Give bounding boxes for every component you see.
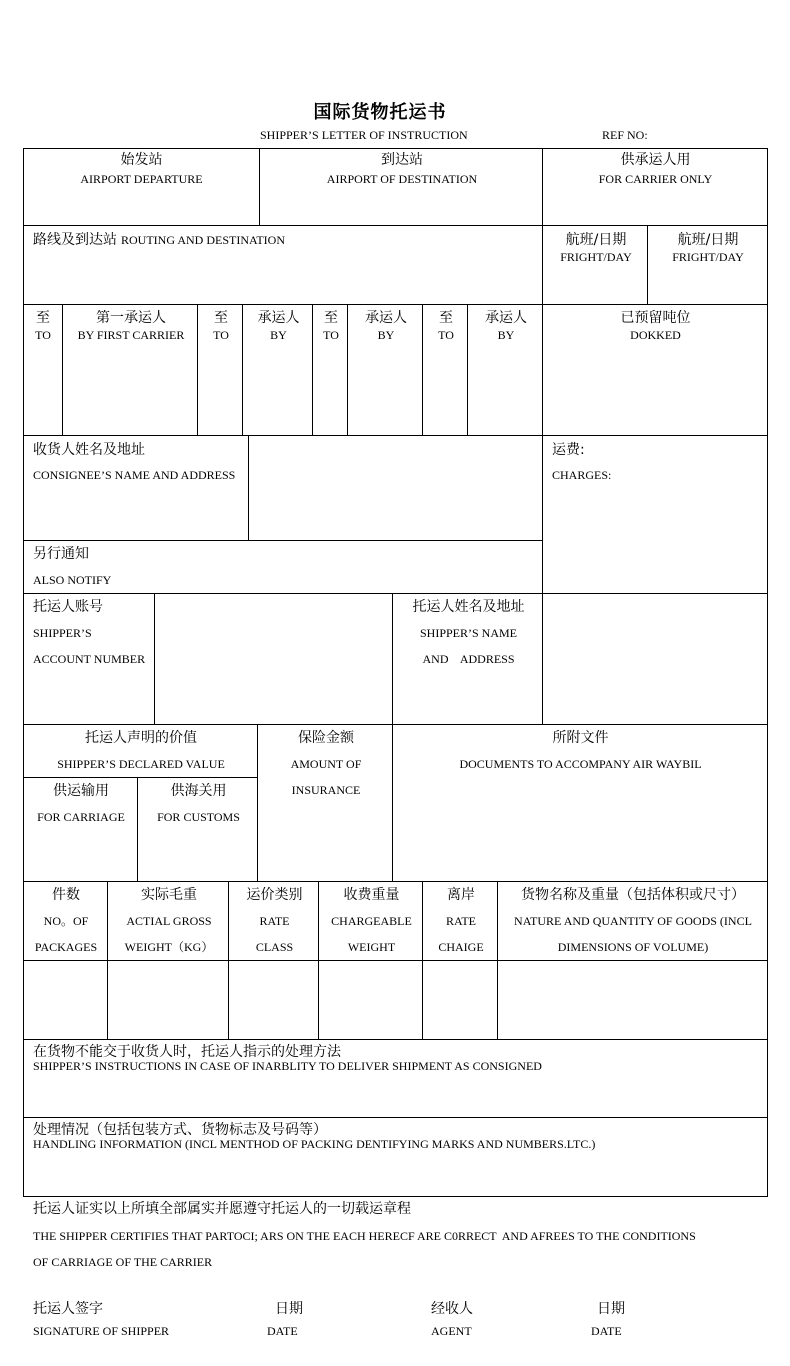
also-notify-zh: 另行通知 [33,546,89,562]
consignee-input[interactable] [248,435,543,541]
carrier-only-cell [542,149,767,226]
carrier-cell-3[interactable] [347,304,423,435]
consignee-zh: 收货人姓名及地址 [33,442,145,458]
gross-weight-zh: 实际毛重 [141,887,197,903]
booked-zh: 已预留吨位 [620,310,691,326]
rate-charge-en-2: CHAIGE [438,940,484,954]
rate-charge-header [422,881,498,961]
instructions-en: SHIPPER’S INSTRUCTIONS IN CASE OF INARBLITY TO DELIVER SHIPMENT AS CONSIGNED [33,1059,542,1073]
gross-weight-header [107,881,229,961]
handling-en: HANDLING INFORMATION (INCL MENTHOD OF PACKING DENTIFYING MARKS AND NUMBERS.LTC.) [33,1137,596,1151]
booked-en: DOKKED [630,328,681,342]
destination-label-en: AIRPORT OF DESTINATION [326,172,478,186]
gross-weight-input[interactable] [107,960,229,1039]
declared-en: SHIPPER’S DECLARED VALUE [57,757,225,771]
date-1-en: DATE [267,1324,298,1338]
shipper-name-en-2: AND ADDRESS [422,652,515,666]
consignee-en: CONSIGNEE’S NAME AND ADDRESS [33,468,236,482]
gross-weight-en-1: ACTIAL GROSS [126,914,212,928]
declared-zh: 托运人声明的价值 [85,730,197,746]
goods-nature-input[interactable] [497,960,767,1039]
date-2-en: DATE [591,1324,622,1338]
carriage-zh: 供运输用 [53,783,109,799]
account-en-1: SHIPPER’S [33,626,92,640]
to-cell-1[interactable] [24,304,62,435]
carriage-en: FOR CARRIAGE [37,810,125,824]
to-1-en: TO [35,328,51,342]
carrier-cell-4[interactable] [467,304,543,435]
to-1-zh: 至 [36,310,50,326]
also-notify-cell[interactable] [24,540,543,594]
certify-en-1: THE SHIPPER CERTIFIES THAT PARTOCI; ARS ON THE EACH HERECF ARE C0RRECT AND AFREES TO THE CONDITIONS [33,1229,696,1243]
to-cell-4[interactable] [422,304,468,435]
insurance-en-1: AMOUNT OF [290,757,362,771]
account-zh: 托运人账号 [33,599,103,615]
first-carrier-en: BY FIRST CARRIER [77,328,185,342]
chargeable-weight-header [318,881,423,961]
consignee-label-cell [24,435,249,541]
also-notify-en: ALSO NOTIFY [33,573,112,587]
carrier-only-label-zh: 供承运人用 [620,152,691,168]
packages-header [24,881,108,961]
chargeable-weight-en-1: CHARGEABLE [331,914,412,928]
goods-nature-en-1: NATURE AND QUANTITY OF GOODS (INCL [514,914,752,928]
insurance-en-2: INSURANCE [291,783,361,797]
instructions-zh: 在货物不能交于收货人时，托运人指示的处理方法 [33,1044,341,1060]
carrier-cell-2[interactable] [242,304,313,435]
charges-zh: 运费: [552,442,585,458]
carrier-4-zh: 承运人 [485,310,527,326]
date-1-zh: 日期 [275,1301,303,1317]
signature-shipper-zh: 托运人签字 [33,1301,103,1317]
to-cell-2[interactable] [197,304,243,435]
declared-value-cell [24,724,258,777]
form-title: 国际货物托运书 [313,102,447,123]
first-carrier-zh: 第一承运人 [96,310,166,326]
chargeable-weight-en-2: WEIGHT [347,940,396,954]
for-customs-cell[interactable] [137,777,258,881]
account-input[interactable] [154,593,393,724]
ref-no-label: REF NO: [602,128,648,142]
to-2-zh: 至 [214,310,228,326]
flight-day-cell-2[interactable] [647,225,767,305]
shipper-name-zh: 托运人姓名及地址 [412,599,525,615]
routing-cell[interactable] [24,225,543,305]
chargeable-weight-input[interactable] [318,960,423,1039]
carrier-4-en: BY [497,328,515,342]
handling-cell[interactable] [24,1117,767,1196]
carrier-3-zh: 承运人 [365,310,407,326]
rate-charge-input[interactable] [422,960,498,1039]
routing-label-en: ROUTING AND DESTINATION [121,233,285,247]
to-2-en: TO [213,328,229,342]
rate-class-input[interactable] [228,960,319,1039]
documents-cell[interactable] [392,724,767,881]
date-2-zh: 日期 [597,1301,625,1317]
agent-en: AGENT [431,1324,472,1338]
certify-en-2: OF CARRIAGE OF THE CARRIER [33,1255,213,1269]
rate-charge-en-1: RATE [446,914,476,928]
charges-cell[interactable] [542,435,767,594]
destination-label-zh: 到达站 [381,152,423,168]
documents-en: DOCUMENTS TO ACCOMPANY AIR WAYBIL [459,757,702,771]
first-carrier-cell[interactable] [62,304,198,435]
routing-label-zh: 路线及到达站 [33,232,117,248]
agent-zh: 经收人 [431,1301,473,1317]
chargeable-weight-zh: 收费重量 [343,887,400,903]
flight-day-2-zh: 航班/日期 [677,232,739,248]
packages-en-1: NO。OF [43,914,89,928]
shipper-name-en-1: SHIPPER’S NAME [419,626,518,640]
flight-day-1-zh: 航班/日期 [565,232,627,248]
handling-zh: 处理情况（包括包装方式、货物标志及号码等） [33,1122,327,1138]
departure-label-zh: 始发站 [120,152,163,168]
carrier-3-en: BY [377,328,395,342]
instructions-cell[interactable] [24,1039,767,1117]
packages-input[interactable] [24,960,108,1039]
carrier-2-zh: 承运人 [257,310,300,326]
destination-cell[interactable] [259,149,543,226]
certify-zh: 托运人证实以上所填全部属实并愿遵守托运人的一切载运章程 [33,1201,411,1217]
signature-shipper-en: SIGNATURE OF SHIPPER [33,1324,170,1338]
shipper-name-label-cell [392,593,543,724]
to-3-en: TO [323,328,339,342]
gross-weight-en-2: WEIGHT（KG） [124,940,214,954]
shipper-name-input[interactable] [542,593,767,724]
insurance-cell[interactable] [257,724,393,881]
form-subtitle: SHIPPER’S LETTER OF INSTRUCTION [260,128,468,142]
to-4-en: TO [438,328,454,342]
departure-cell[interactable] [24,149,259,226]
packages-en-2: PACKAGES [34,940,98,954]
rate-charge-zh: 离岸 [447,887,475,903]
departure-label-en: AIRPORT DEPARTURE [80,172,203,186]
flight-day-2-en: FRIGHT/DAY [672,250,744,264]
to-cell-3[interactable] [312,304,348,435]
packages-zh: 件数 [52,887,80,903]
documents-zh: 所附文件 [552,730,609,746]
booked-cell[interactable] [542,304,767,435]
goods-nature-header [497,881,767,961]
customs-zh: 供海关用 [170,783,227,799]
carrier-2-en: BY [270,328,287,342]
to-4-zh: 至 [439,310,453,326]
to-3-zh: 至 [324,310,338,326]
insurance-zh: 保险金额 [298,730,354,746]
flight-day-1-en: FRIGHT/DAY [560,250,632,264]
goods-nature-zh: 货物名称及重量（包括体积或尺寸） [521,887,745,903]
rate-class-en-1: RATE [259,914,290,928]
goods-nature-en-2: DIMENSIONS OF VOLUME) [557,940,709,954]
charges-en: CHARGES: [552,468,612,482]
rate-class-en-2: CLASS [255,940,294,954]
carrier-only-label-en: FOR CARRIER ONLY [598,172,713,186]
account-label-cell [24,593,155,724]
rate-class-zh: 运价类别 [246,887,303,903]
rate-class-header [228,881,319,961]
account-en-2: ACCOUNT NUMBER [33,652,146,666]
routing-label [33,231,285,249]
for-carriage-cell[interactable] [24,777,138,881]
customs-en: FOR CUSTOMS [157,810,240,824]
flight-day-cell-1[interactable] [542,225,648,305]
